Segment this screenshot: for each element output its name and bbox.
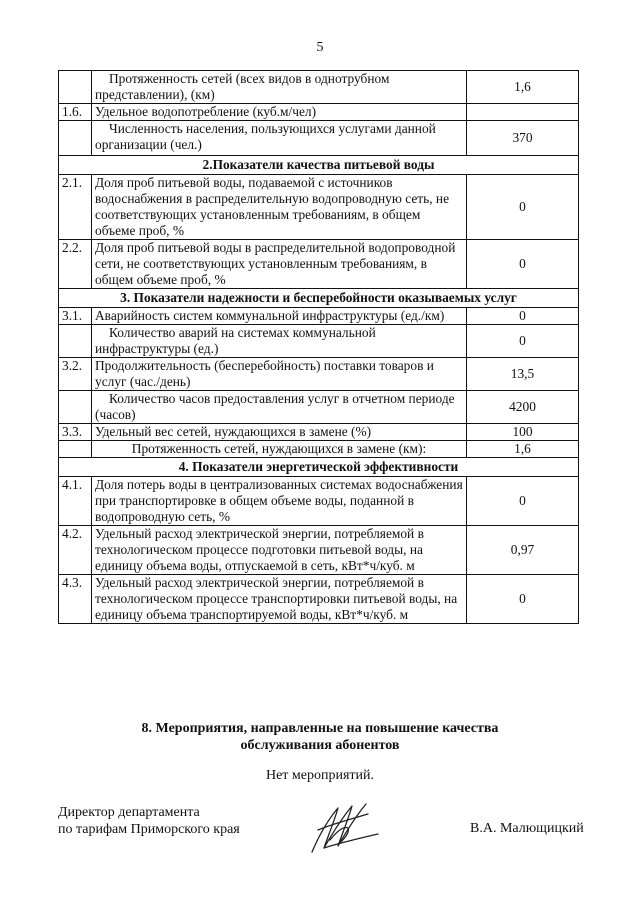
table-row	[59, 325, 579, 358]
row-number	[59, 391, 92, 424]
table-row	[59, 424, 579, 441]
row-text: Удельный расход электрической энергии, потребляемой в технологическом процессе транспортировки питьевой воды, на единицу объема транспортируемой воды, кВт*ч/куб. м	[92, 575, 467, 624]
table-row	[59, 358, 579, 391]
table-row	[59, 575, 579, 624]
row-number: 3.2.	[59, 358, 92, 391]
row-text: Протяженность сетей (всех видов в однотрубном представлении), (км)	[92, 71, 467, 104]
row-value: 0	[467, 308, 579, 325]
signatory-title	[58, 804, 240, 838]
table-row	[59, 477, 579, 526]
row-text: Количество часов предоставления услуг в отчетном периоде (часов)	[92, 391, 467, 424]
row-number: 2.1.	[59, 175, 92, 240]
row-number	[59, 121, 92, 156]
row-value: 13,5	[467, 358, 579, 391]
row-text: Доля потерь воды в централизованных системах водоснабжения при транспортировке в общем объеме воды, поданной в водопроводную сеть, %	[92, 477, 467, 526]
row-text: Аварийность систем коммунальной инфраструктуры (ед./км)	[92, 308, 467, 325]
row-text: Количество аварий на системах коммунальной инфраструктуры (ед.)	[92, 325, 467, 358]
row-text: Численность населения, пользующихся услугами данной организации (чел.)	[92, 121, 467, 156]
table-row	[59, 104, 579, 121]
row-value: 1,6	[467, 71, 579, 104]
table-row	[59, 391, 579, 424]
section-heading: 3. Показатели надежности и бесперебойности оказываемых услуг	[59, 289, 579, 308]
section-8-heading-line-1: 8. Мероприятия, направленные на повышение качества	[141, 721, 499, 736]
section-heading: 4. Показатели энергетической эффективности	[59, 458, 579, 477]
row-value: 100	[467, 424, 579, 441]
row-value: 0	[467, 477, 579, 526]
section-row	[59, 156, 579, 175]
table-row	[59, 441, 579, 458]
table-row	[59, 526, 579, 575]
row-number: 4.2.	[59, 526, 92, 575]
row-text: Протяженность сетей, нуждающихся в замене (км):	[92, 441, 467, 458]
row-value: 0	[467, 175, 579, 240]
row-value: 0	[467, 575, 579, 624]
table-row	[59, 121, 579, 156]
row-value: 0,97	[467, 526, 579, 575]
row-number	[59, 71, 92, 104]
section-8-heading-line-2: обслуживания абонентов	[240, 738, 400, 753]
indicators-table	[58, 70, 579, 624]
row-text: Доля проб питьевой воды, подаваемой с источников водоснабжения в распределительную водопроводную сеть, не соответствующих установленным требованиям, в общем объеме проб, %	[92, 175, 467, 240]
row-number: 3.1.	[59, 308, 92, 325]
table-row	[59, 71, 579, 104]
table-row	[59, 240, 579, 289]
row-number: 3.3.	[59, 424, 92, 441]
table-row	[59, 308, 579, 325]
row-number	[59, 441, 92, 458]
row-value: 4200	[467, 391, 579, 424]
signatory-name: В.А. Малющицкий	[470, 821, 584, 836]
row-number: 4.1.	[59, 477, 92, 526]
row-text: Доля проб питьевой воды в распределительной водопроводной сети, не соответствующих установленным требованиям, в общем объеме проб, %	[92, 240, 467, 289]
table-row	[59, 175, 579, 240]
row-value: 370	[467, 121, 579, 156]
row-text: Удельный расход электрической энергии, потребляемой в технологическом процессе подготовки питьевой воды, на единицу объема воды, отпускаемой в сеть, кВт*ч/куб. м	[92, 526, 467, 575]
row-number: 1.6.	[59, 104, 92, 121]
row-text: Продолжительность (бесперебойность) поставки товаров и услуг (час./день)	[92, 358, 467, 391]
no-measures-note: Нет мероприятий.	[265, 768, 375, 783]
row-value: 0	[467, 240, 579, 289]
signatory-title-line-2: по тарифам Приморского края	[58, 822, 240, 837]
row-number: 2.2.	[59, 240, 92, 289]
section-row	[59, 289, 579, 308]
row-number: 4.3.	[59, 575, 92, 624]
row-text: Удельный вес сетей, нуждающихся в замене (%)	[92, 424, 467, 441]
row-value: 0	[467, 325, 579, 358]
row-text: Удельное водопотребление (куб.м/чел)	[92, 104, 467, 121]
row-value: 1,6	[467, 441, 579, 458]
row-number	[59, 325, 92, 358]
handwritten-signature	[308, 800, 388, 856]
row-value	[467, 104, 579, 121]
section-8-heading	[0, 720, 640, 754]
signatory-title-line-1: Директор департамента	[58, 805, 200, 820]
section-heading: 2.Показатели качества питьевой воды	[59, 156, 579, 175]
section-row	[59, 458, 579, 477]
page-number: 5	[316, 40, 324, 55]
